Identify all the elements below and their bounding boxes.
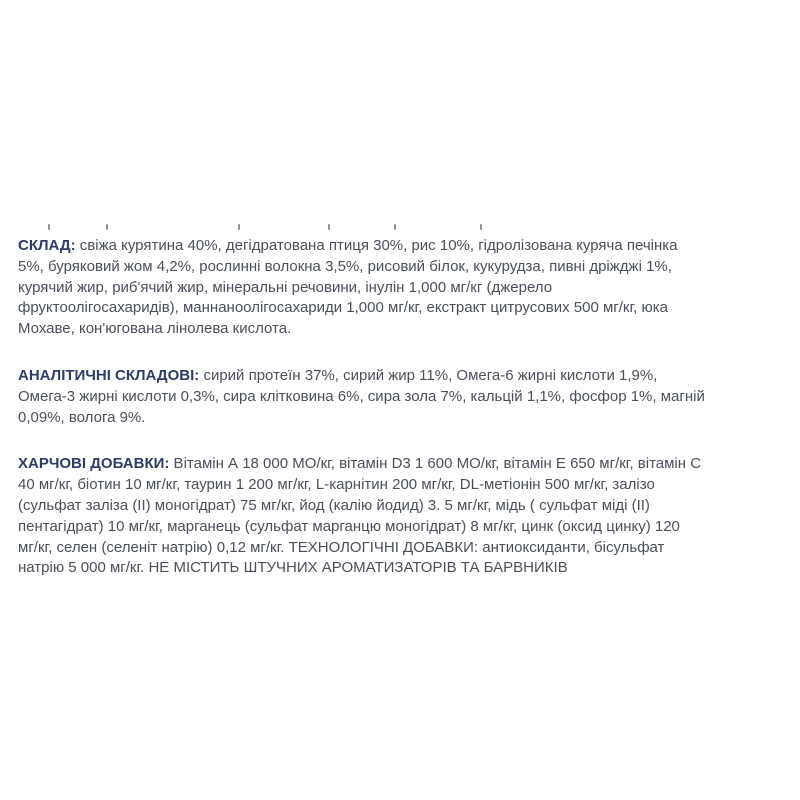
- composition-line-2: 5%, буряковий жом 4,2%, рослинні волокна 3,5%, рисовий білок, кукурудза, пивні дріжджі 1%,: [18, 257, 672, 275]
- ingredients-text: [18, 236, 782, 579]
- composition-line-5: Мохаве, кон'югована лінолева кислота.: [18, 320, 292, 338]
- composition-section: [18, 236, 782, 340]
- additives-line-6: натрію 5 000 мг/кг. НЕ МІСТИТЬ ШТУЧНИХ АРОМАТИЗАТОРІВ ТА БАРВНИКІВ: [18, 559, 568, 577]
- composition-line-4: фруктоолігосахаридів), маннаноолігосахариди 1,000 мг/кг, екстракт цитрусових 500 мг/кг, юка: [18, 299, 668, 317]
- analytical-text: сирий протеїн 37%, сирий жир 11%, Омега-6 жирні кислоти 1,9%,: [199, 366, 658, 384]
- analytical-line-2: Омега-3 жирні кислоти 0,3%, сира клітковина 6%, сира зола 7%, кальцій 1,1%, фосфор 1%, магній: [18, 387, 705, 405]
- composition-text: свіжа курятина 40%, дегідратована птиця 30%, рис 10%, гідролізована куряча печінка: [75, 237, 678, 254]
- composition-line-3: курячий жир, риб'ячий жир, мінеральні речовини, інулін 1,000 мг/кг (джерело: [18, 278, 553, 296]
- additives-label: ХАРЧОВІ ДОБАВКИ:: [18, 455, 170, 473]
- additives-line-1: [18, 454, 782, 475]
- analytical-section: [18, 366, 782, 428]
- composition-label: СКЛАД:: [18, 237, 76, 254]
- additives-line-4: пентагідрат) 10 мг/кг, марганець (сульфат марганцю моногідрат) 8 мг/кг, цинк (оксид цинку) 120: [18, 517, 680, 535]
- additives-text: Вітамін А 18 000 МО/кг, вітамін D3 1 600 МО/кг, вітамін Е 650 мг/кг, вітамін С: [169, 455, 702, 473]
- analytical-label: АНАЛІТИЧНІ СКЛАДОВІ:: [18, 366, 200, 384]
- additives-section: [18, 454, 782, 579]
- composition-line-1: [18, 236, 782, 257]
- analytical-line-3: 0,09%, волога 9%.: [18, 408, 146, 426]
- analytical-line-1: [18, 366, 782, 387]
- additives-line-5: мг/кг, селен (селеніт натрію) 0,12 мг/кг. ТЕХНОЛОГІЧНІ ДОБАВКИ: антиоксиданти, бісульфат: [18, 538, 665, 556]
- additives-line-3: (сульфат заліза (II) моногідрат) 75 мг/кг, йод (калію йодид) 3. 5 мг/кг, мідь ( сульфат міді (II): [18, 496, 650, 514]
- additives-line-2: 40 мг/кг, біотин 10 мг/кг, таурин 1 200 мг/кг, L-карнітин 200 мг/кг, DL-метіонін 500 мг/кг, залізо: [18, 476, 655, 494]
- cropped-text-remnant: [18, 222, 498, 230]
